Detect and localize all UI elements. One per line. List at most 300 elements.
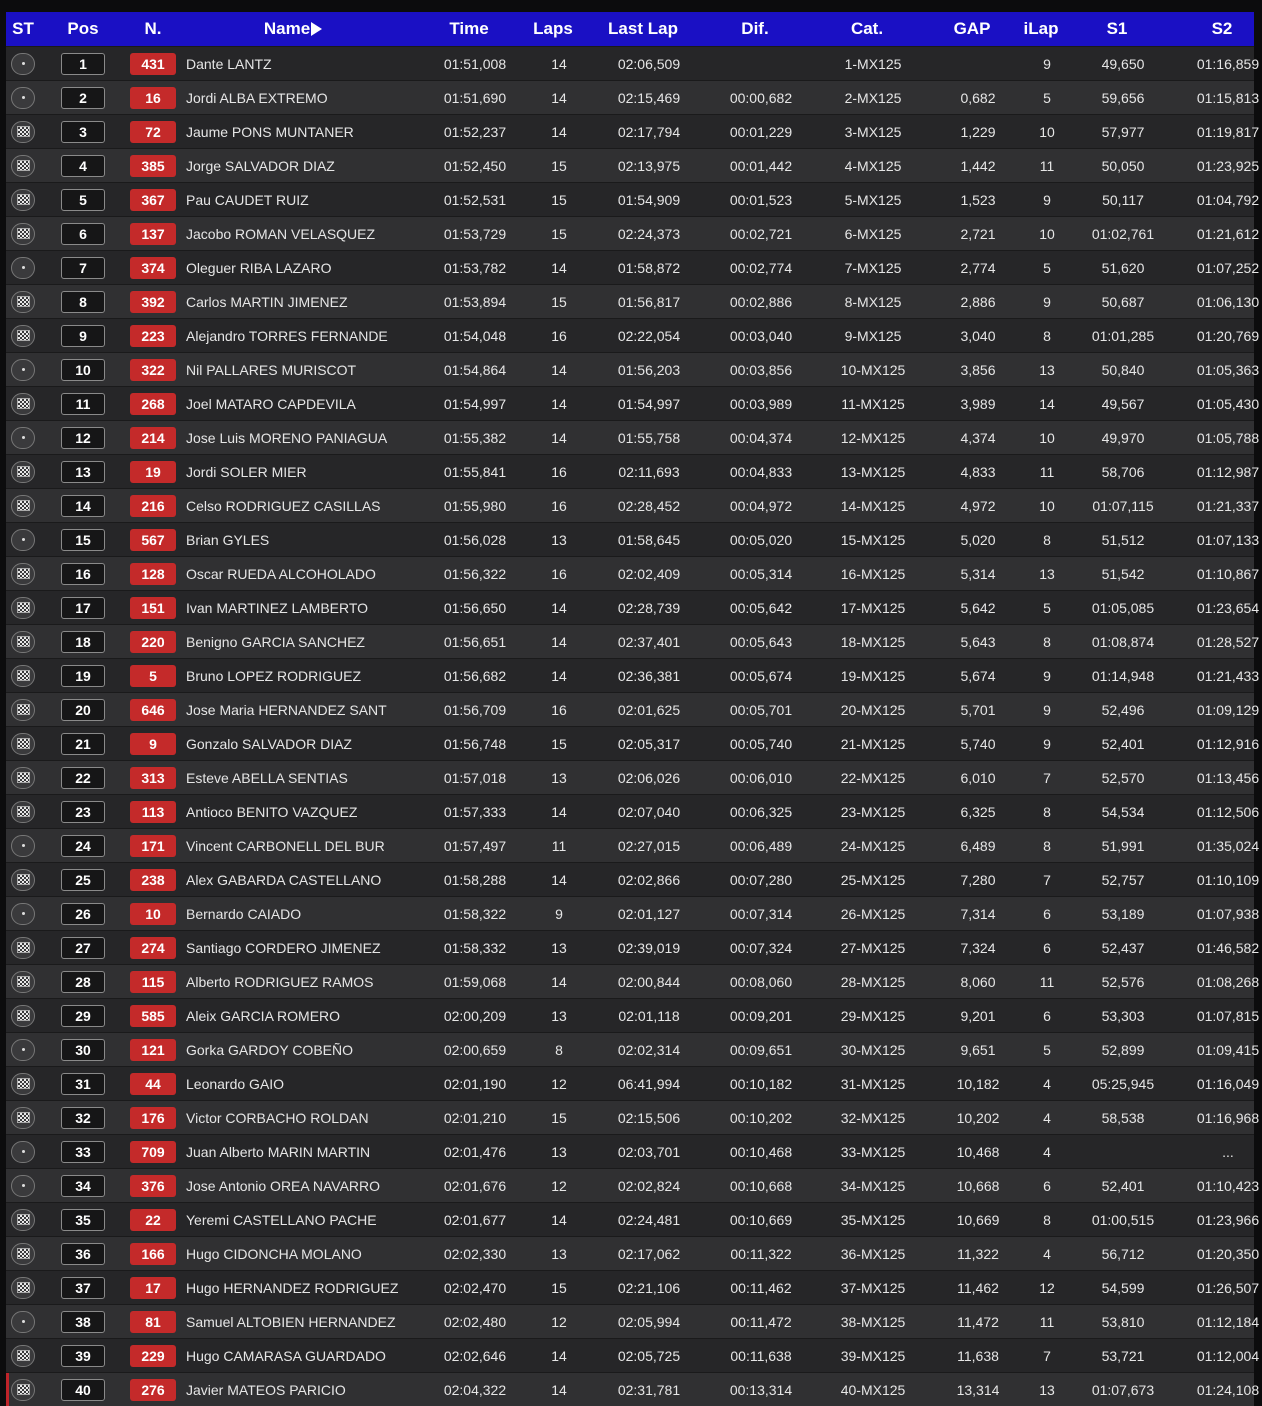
- cell-pos: [40, 1073, 126, 1095]
- cell-last-lap: 02:28,739: [617, 599, 681, 616]
- table-row[interactable]: [6, 1270, 1260, 1304]
- col-header-st[interactable]: ST: [12, 19, 34, 38]
- rider-name[interactable]: Oscar RUEDA ALCOHOLADO: [186, 565, 376, 582]
- rider-number-badge: 10: [130, 903, 176, 925]
- position-badge: 27: [61, 937, 105, 959]
- cell-time: 01:58,332: [443, 939, 507, 956]
- rider-name[interactable]: Carlos MARTIN JIMENEZ: [186, 293, 348, 310]
- rider-number-badge: 166: [130, 1243, 176, 1265]
- cell-st: [6, 325, 40, 347]
- cell-time: 01:54,048: [443, 327, 507, 344]
- col-header-ilap[interactable]: iLap: [1023, 19, 1059, 38]
- table-row[interactable]: [6, 658, 1260, 692]
- cell-time: 01:56,709: [443, 701, 507, 718]
- status-indicator: [11, 1039, 35, 1061]
- table-row[interactable]: [6, 930, 1260, 964]
- cell-ilap: 13: [1039, 361, 1055, 378]
- cell-ilap: 9: [1043, 735, 1051, 752]
- cell-s2: 01:15,813: [1196, 89, 1260, 106]
- cell-st: [6, 1311, 40, 1333]
- rider-name[interactable]: Bruno LOPEZ RODRIGUEZ: [186, 667, 362, 684]
- cell-cat: 21-MX125: [840, 735, 906, 752]
- table-row[interactable]: [6, 148, 1260, 182]
- col-header-laps[interactable]: Laps: [533, 19, 573, 38]
- cell-last-lap: 02:05,994: [617, 1313, 681, 1330]
- cell-dif: 00:03,989: [729, 395, 793, 412]
- cell-st: [6, 121, 40, 143]
- cell-time: 01:53,894: [443, 293, 507, 310]
- table-row[interactable]: [6, 624, 1260, 658]
- status-indicator: [11, 257, 35, 279]
- cell-pos: [40, 631, 126, 653]
- rider-name[interactable]: Oleguer RIBA LAZARO: [186, 259, 332, 276]
- rider-name[interactable]: Jaume PONS MUNTANER: [186, 123, 354, 140]
- cell-gap: 2,774: [960, 259, 996, 276]
- dot-icon: [22, 368, 25, 371]
- cell-cat: 31-MX125: [840, 1075, 906, 1092]
- rider-name[interactable]: Bernardo CAIADO: [186, 905, 302, 922]
- cell-laps: 15: [551, 293, 567, 310]
- col-header-s1[interactable]: S1: [1106, 19, 1128, 38]
- cell-last-lap: 02:00,844: [617, 973, 681, 990]
- cell-last-lap: 01:54,997: [617, 395, 681, 412]
- col-header-name[interactable]: [180, 19, 406, 39]
- rider-number-badge: 392: [130, 291, 176, 313]
- table-row[interactable]: [6, 726, 1260, 760]
- cell-last-lap: 02:05,317: [617, 735, 681, 752]
- cell-dif: 00:01,229: [729, 123, 793, 140]
- table-row[interactable]: [6, 692, 1260, 726]
- rider-name[interactable]: Hugo CIDONCHA MOLANO: [186, 1245, 362, 1262]
- cell-dif: 00:04,972: [729, 497, 793, 514]
- rider-name[interactable]: Gorka GARDOY COBEÑO: [186, 1041, 354, 1058]
- cell-time: 02:02,470: [443, 1279, 507, 1296]
- cell-s2: 01:26,507: [1196, 1279, 1260, 1296]
- cell-st: [6, 971, 40, 993]
- cell-dif: 00:07,324: [729, 939, 793, 956]
- status-indicator: [11, 1311, 35, 1333]
- cell-gap: 13,314: [956, 1381, 1000, 1398]
- cell-number: [126, 1277, 180, 1299]
- position-badge: 12: [61, 427, 105, 449]
- rider-number-badge: 431: [130, 53, 176, 75]
- table-row[interactable]: [6, 46, 1260, 80]
- rider-name[interactable]: Jordi ALBA EXTREMO: [186, 89, 328, 106]
- position-badge: 40: [61, 1379, 105, 1401]
- rider-number-badge: 113: [130, 801, 176, 823]
- cell-cat: 25-MX125: [840, 871, 906, 888]
- table-row[interactable]: [6, 114, 1260, 148]
- cell-dif: 00:03,040: [729, 327, 793, 344]
- cell-cat: 8-MX125: [844, 293, 902, 310]
- cell-s1: 01:00,515: [1091, 1211, 1155, 1228]
- table-row[interactable]: [6, 1134, 1254, 1168]
- cell-last-lap: 02:01,625: [617, 701, 681, 718]
- cell-pos: [40, 1345, 126, 1367]
- cell-ilap: 11: [1039, 1313, 1055, 1330]
- cell-cat: 34-MX125: [840, 1177, 906, 1194]
- cell-gap: 6,010: [960, 769, 996, 786]
- rider-number-badge: 171: [130, 835, 176, 857]
- cell-ilap: 5: [1043, 599, 1051, 616]
- rider-number-badge: 238: [130, 869, 176, 891]
- cell-s2: 01:28,527: [1196, 633, 1260, 650]
- table-row[interactable]: [6, 998, 1260, 1032]
- cell-st: [6, 699, 40, 721]
- cell-ilap: 11: [1039, 463, 1055, 480]
- rider-name[interactable]: Jacobo ROMAN VELASQUEZ: [186, 225, 376, 242]
- cell-ilap: 6: [1043, 939, 1051, 956]
- rider-name[interactable]: Ivan MARTINEZ LAMBERTO: [186, 599, 369, 616]
- col-header-s2[interactable]: S2: [1211, 19, 1233, 38]
- rider-name[interactable]: Dante LANTZ: [186, 55, 272, 72]
- cell-gap: 3,989: [960, 395, 996, 412]
- cell-dif: 00:05,701: [729, 701, 793, 718]
- cell-s2: 01:06,130: [1196, 293, 1260, 310]
- rider-name[interactable]: Yeremi CASTELLANO PACHE: [186, 1211, 377, 1228]
- table-row[interactable]: [6, 760, 1260, 794]
- cell-number: [126, 189, 180, 211]
- rider-name[interactable]: Aleix GARCIA ROMERO: [186, 1007, 341, 1024]
- table-row[interactable]: [6, 590, 1260, 624]
- cell-ilap: 5: [1043, 259, 1051, 276]
- cell-s1: 49,567: [1101, 395, 1145, 412]
- table-row[interactable]: [6, 284, 1260, 318]
- cell-dif: 00:11,472: [730, 1313, 792, 1330]
- cell-cat: 32-MX125: [840, 1109, 906, 1126]
- cell-gap: 0,682: [960, 89, 996, 106]
- cell-st: [6, 597, 40, 619]
- cell-laps: 16: [551, 497, 567, 514]
- rider-number-badge: 376: [130, 1175, 176, 1197]
- cell-cat: 17-MX125: [840, 599, 906, 616]
- cell-s2: 01:16,968: [1196, 1109, 1260, 1126]
- cell-s2: 01:24,108: [1196, 1381, 1260, 1398]
- rider-name[interactable]: Alejandro TORRES FERNANDE: [186, 327, 388, 344]
- cell-time: 01:55,841: [443, 463, 507, 480]
- cell-ilap: 6: [1043, 905, 1051, 922]
- cell-cat: 30-MX125: [840, 1041, 906, 1058]
- cell-st: [6, 223, 40, 245]
- cell-number: [126, 427, 180, 449]
- cell-ilap: 8: [1043, 633, 1051, 650]
- cell-time: 02:02,330: [443, 1245, 507, 1262]
- cell-s2: 01:23,966: [1196, 1211, 1260, 1228]
- cell-number: [126, 1209, 180, 1231]
- rider-number-badge: 367: [130, 189, 176, 211]
- cell-gap: 4,972: [960, 497, 996, 514]
- cell-pos: [40, 563, 126, 585]
- rider-number-badge: 81: [130, 1311, 176, 1333]
- cell-time: 01:55,980: [443, 497, 507, 514]
- rider-number-badge: 216: [130, 495, 176, 517]
- cell-last-lap: 06:41,994: [617, 1075, 681, 1092]
- cell-time: 01:52,450: [443, 157, 507, 174]
- cell-last-lap: 02:24,481: [617, 1211, 681, 1228]
- position-badge: 10: [61, 359, 105, 381]
- rider-name[interactable]: Alberto RODRIGUEZ RAMOS: [186, 973, 374, 990]
- checkered-flag-icon: [17, 1010, 30, 1021]
- cell-pos: [40, 699, 126, 721]
- dot-icon: [22, 1320, 25, 1323]
- cell-cat: 13-MX125: [840, 463, 906, 480]
- cell-s2: 01:20,350: [1196, 1245, 1260, 1262]
- cell-time: 02:01,210: [443, 1109, 507, 1126]
- table-row[interactable]: [6, 488, 1260, 522]
- cell-time: 02:02,480: [443, 1313, 507, 1330]
- cell-last-lap: 02:01,127: [617, 905, 681, 922]
- table-row[interactable]: [6, 420, 1260, 454]
- table-row[interactable]: [6, 896, 1260, 930]
- cell-time: 01:57,333: [443, 803, 507, 820]
- rider-name[interactable]: Leonardo GAIO: [186, 1075, 285, 1092]
- cell-s1: 52,757: [1101, 871, 1145, 888]
- cell-cat: 26-MX125: [840, 905, 906, 922]
- table-row[interactable]: [6, 1066, 1260, 1100]
- table-row[interactable]: [6, 352, 1260, 386]
- cell-number: [126, 87, 180, 109]
- rider-name[interactable]: Gonzalo SALVADOR DIAZ: [186, 735, 352, 752]
- position-badge: 1: [61, 53, 105, 75]
- rider-number-badge: 585: [130, 1005, 176, 1027]
- checkered-flag-icon: [17, 772, 30, 783]
- cell-s1: 01:01,285: [1091, 327, 1155, 344]
- cell-laps: 15: [551, 1279, 567, 1296]
- cell-last-lap: 02:17,794: [617, 123, 681, 140]
- cell-gap: 5,020: [960, 531, 996, 548]
- cell-cat: 5-MX125: [844, 191, 902, 208]
- rider-name[interactable]: Joel MATARO CAPDEVILA: [186, 395, 356, 412]
- status-indicator: [11, 903, 35, 925]
- table-row[interactable]: [6, 1236, 1260, 1270]
- cell-laps: 15: [551, 191, 567, 208]
- table-row[interactable]: [6, 1304, 1260, 1338]
- table-row[interactable]: [6, 1168, 1260, 1202]
- cell-st: [6, 835, 40, 857]
- cell-cat: 36-MX125: [840, 1245, 906, 1262]
- rider-number-badge: 115: [130, 971, 176, 993]
- checkered-flag-icon: [17, 330, 30, 341]
- cell-s2: 01:23,654: [1196, 599, 1260, 616]
- cell-time: 02:02,646: [443, 1347, 507, 1364]
- table-row[interactable]: [6, 1202, 1260, 1236]
- cell-time: 02:00,209: [443, 1007, 507, 1024]
- cell-laps: 12: [551, 1313, 567, 1330]
- cell-st: [6, 1243, 40, 1265]
- cell-last-lap: 01:55,758: [617, 429, 681, 446]
- rider-name[interactable]: Brian GYLES: [186, 531, 270, 548]
- position-badge: 29: [61, 1005, 105, 1027]
- cell-number: [126, 1005, 180, 1027]
- position-badge: 6: [61, 223, 105, 245]
- status-indicator: [11, 529, 35, 551]
- rider-name[interactable]: Vincent CARBONELL DEL BUR: [186, 837, 385, 854]
- rider-name[interactable]: Jose Maria HERNANDEZ SANT: [186, 701, 387, 718]
- cell-s2: 01:12,987: [1196, 463, 1260, 480]
- col-header-dif[interactable]: Dif.: [741, 19, 769, 38]
- cell-st: [6, 189, 40, 211]
- cell-cat: 7-MX125: [844, 259, 902, 276]
- cell-gap: 4,374: [960, 429, 996, 446]
- cell-dif: 00:02,721: [729, 225, 793, 242]
- table-row[interactable]: [6, 794, 1260, 828]
- cell-st: [6, 733, 40, 755]
- status-indicator: [11, 155, 35, 177]
- cell-pos: [40, 1141, 126, 1163]
- cell-pos: [40, 427, 126, 449]
- checkered-flag-icon: [17, 1078, 30, 1089]
- cell-s1: 01:05,085: [1091, 599, 1155, 616]
- cell-s2: 01:35,024: [1196, 837, 1260, 854]
- table-row[interactable]: [6, 862, 1260, 896]
- table-row[interactable]: [6, 1338, 1260, 1372]
- cell-number: [126, 903, 180, 925]
- status-indicator: [11, 325, 35, 347]
- cell-last-lap: 02:03,701: [617, 1143, 681, 1160]
- dot-icon: [22, 844, 25, 847]
- cell-st: [6, 461, 40, 483]
- cell-gap: 4,833: [960, 463, 996, 480]
- cell-dif: 00:01,442: [729, 157, 793, 174]
- rider-name[interactable]: Juan Alberto MARIN MARTIN: [186, 1143, 371, 1160]
- cell-last-lap: 02:02,866: [617, 871, 681, 888]
- table-row[interactable]: [6, 1032, 1260, 1066]
- rider-name[interactable]: Jordi SOLER MIER: [186, 463, 307, 480]
- cell-cat: 28-MX125: [840, 973, 906, 990]
- triangle-right-icon: [311, 22, 322, 36]
- col-header-gap[interactable]: GAP: [953, 19, 991, 38]
- cell-ilap: 9: [1043, 667, 1051, 684]
- position-badge: 35: [61, 1209, 105, 1231]
- cell-last-lap: 02:01,118: [618, 1007, 680, 1024]
- table-row[interactable]: [6, 556, 1260, 590]
- table-row[interactable]: [6, 1372, 1260, 1406]
- cell-st: [6, 1073, 40, 1095]
- rider-name[interactable]: Javier MATEOS PARICIO: [186, 1381, 346, 1398]
- table-row[interactable]: [6, 1100, 1260, 1134]
- rider-name[interactable]: Samuel ALTOBIEN HERNANDEZ: [186, 1313, 396, 1330]
- cell-number: [126, 1379, 180, 1401]
- rider-name[interactable]: Nil PALLARES MURISCOT: [186, 361, 357, 378]
- table-row[interactable]: [6, 964, 1260, 998]
- cell-last-lap: 02:02,409: [617, 565, 681, 582]
- cell-pos: [40, 1311, 126, 1333]
- cell-laps: 14: [551, 429, 567, 446]
- cell-s2: 01:07,938: [1196, 905, 1260, 922]
- position-badge: 20: [61, 699, 105, 721]
- cell-laps: 14: [551, 361, 567, 378]
- cell-gap: 5,674: [960, 667, 996, 684]
- cell-ilap: 4: [1043, 1109, 1051, 1126]
- rider-name[interactable]: Jose Antonio OREA NAVARRO: [186, 1177, 381, 1194]
- cell-number: [126, 733, 180, 755]
- cell-number: [126, 665, 180, 687]
- rider-name[interactable]: Hugo CAMARASA GUARDADO: [186, 1347, 386, 1364]
- rider-name[interactable]: Victor CORBACHO ROLDAN: [186, 1109, 369, 1126]
- cell-dif: 00:10,202: [729, 1109, 793, 1126]
- col-header-number[interactable]: N.: [144, 19, 162, 38]
- cell-st: [6, 1379, 40, 1401]
- cell-last-lap: 01:56,817: [617, 293, 681, 310]
- cell-s1: 53,189: [1101, 905, 1145, 922]
- table-row[interactable]: [6, 454, 1260, 488]
- rider-name[interactable]: Esteve ABELLA SENTIAS: [186, 769, 348, 786]
- cell-time: 01:54,864: [443, 361, 507, 378]
- table-row[interactable]: [6, 828, 1260, 862]
- position-badge: 26: [61, 903, 105, 925]
- status-indicator: [11, 1073, 35, 1095]
- table-row[interactable]: [6, 522, 1260, 556]
- checkered-flag-icon: [17, 1282, 30, 1293]
- cell-number: [126, 1141, 180, 1163]
- cell-s1: 57,977: [1101, 123, 1145, 140]
- cell-ilap: 10: [1039, 123, 1055, 140]
- table-row[interactable]: [6, 318, 1260, 352]
- checkered-flag-icon: [17, 1248, 30, 1259]
- status-indicator: [11, 461, 35, 483]
- rider-name[interactable]: Jose Luis MORENO PANIAGUA: [186, 429, 388, 446]
- cell-st: [6, 869, 40, 891]
- cell-gap: 5,740: [960, 735, 996, 752]
- rider-name[interactable]: Celso RODRIGUEZ CASILLAS: [186, 497, 381, 514]
- cell-number: [126, 631, 180, 653]
- cell-laps: 14: [551, 803, 567, 820]
- position-badge: 7: [61, 257, 105, 279]
- cell-ilap: 5: [1043, 89, 1051, 106]
- rider-name[interactable]: Antioco BENITO VAZQUEZ: [186, 803, 358, 820]
- table-row[interactable]: [6, 80, 1260, 114]
- table-row[interactable]: [6, 216, 1260, 250]
- cell-time: 01:55,382: [443, 429, 507, 446]
- cell-dif: 00:13,314: [729, 1381, 793, 1398]
- col-header-cat[interactable]: Cat.: [850, 19, 884, 38]
- col-header-time[interactable]: Time: [449, 19, 489, 38]
- rider-number-badge: 176: [130, 1107, 176, 1129]
- cell-st: [6, 529, 40, 551]
- rider-name[interactable]: Hugo HERNANDEZ RODRIGUEZ: [186, 1279, 399, 1296]
- rider-name[interactable]: Jorge SALVADOR DIAZ: [186, 157, 335, 174]
- cell-cat: 20-MX125: [840, 701, 906, 718]
- cell-ilap: 10: [1039, 429, 1055, 446]
- cell-gap: 10,182: [956, 1075, 1000, 1092]
- cell-ilap: 10: [1039, 225, 1055, 242]
- col-header-pos[interactable]: Pos: [67, 19, 99, 38]
- status-indicator: [11, 427, 35, 449]
- cell-last-lap: 01:56,203: [617, 361, 681, 378]
- rider-name[interactable]: Santiago CORDERO JIMENEZ: [186, 939, 381, 956]
- cell-laps: 14: [551, 1211, 567, 1228]
- rider-number-badge: 709: [130, 1141, 176, 1163]
- cell-number: [126, 393, 180, 415]
- table-row[interactable]: [6, 250, 1260, 284]
- status-indicator: [11, 631, 35, 653]
- position-badge: 17: [61, 597, 105, 619]
- table-row[interactable]: [6, 182, 1260, 216]
- cell-pos: [40, 1107, 126, 1129]
- col-header-last-lap[interactable]: Last Lap: [608, 19, 678, 38]
- cell-number: [126, 1175, 180, 1197]
- checkered-flag-icon: [17, 1350, 30, 1361]
- cell-s1: 54,534: [1101, 803, 1145, 820]
- cell-st: [6, 665, 40, 687]
- rider-name[interactable]: Alex GABARDA CASTELLANO: [186, 871, 382, 888]
- cell-time: 01:53,782: [443, 259, 507, 276]
- table-row[interactable]: [6, 386, 1260, 420]
- rider-name[interactable]: Benigno GARCIA SANCHEZ: [186, 633, 365, 650]
- cell-st: [6, 291, 40, 313]
- rider-name[interactable]: Pau CAUDET RUIZ: [186, 191, 309, 208]
- status-indicator: [11, 1107, 35, 1129]
